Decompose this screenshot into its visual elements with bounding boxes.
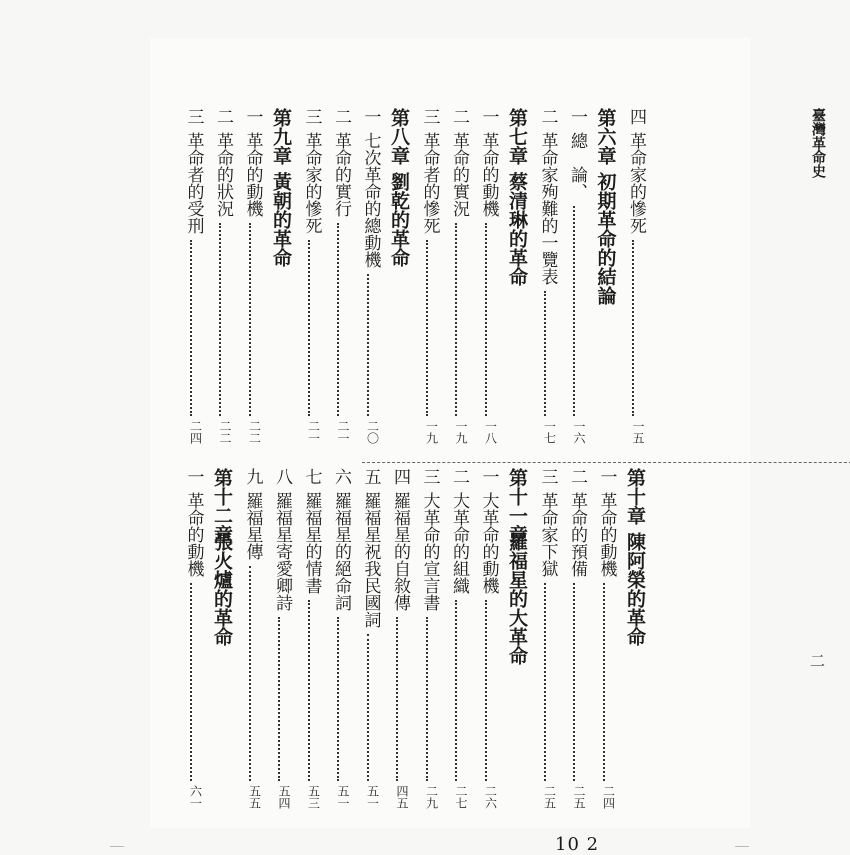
page (150, 38, 826, 855)
toc-chapter-heading (268, 108, 290, 453)
chapter-number: 第九章 (270, 108, 292, 165)
toc-entry (298, 468, 320, 818)
dot-leader (367, 274, 369, 416)
dot-leader (544, 291, 546, 416)
entry-number: 二 (567, 468, 587, 485)
page-reference: 二七 (454, 785, 468, 809)
entry-title: 羅福星寄愛卿詩 (272, 492, 292, 611)
page-reference: 四五 (395, 785, 409, 809)
dot-leader (426, 617, 428, 781)
dot-leader (278, 617, 280, 781)
toc-bottom-section (150, 468, 750, 818)
chapter-title: 陳阿榮的革命 (624, 532, 646, 646)
page-reference: 五一 (365, 785, 380, 809)
page-reference: 二四 (188, 420, 203, 444)
page-reference: 五四 (277, 785, 291, 809)
toc-entry (239, 108, 261, 453)
entry-title: 大革命的動機 (478, 492, 499, 594)
dot-leader (632, 240, 634, 416)
toc-chapter-heading (386, 108, 408, 453)
toc-entry (475, 108, 497, 453)
toc-entry (180, 108, 202, 453)
entry-title: 羅福星的自敘傳 (390, 492, 410, 611)
entry-number: 二 (449, 108, 469, 125)
page-number: 10 2 (555, 834, 600, 855)
crop-mark (735, 846, 749, 847)
entry-title: 革命的動機 (242, 132, 263, 217)
toc-entry (416, 468, 438, 818)
dot-leader (455, 600, 457, 781)
page-reference: 二一 (336, 420, 350, 444)
entry-number: 二 (537, 108, 558, 125)
toc-chapter-heading (622, 468, 644, 818)
entry-number: 三 (183, 108, 204, 125)
entry-number: 一 (183, 468, 204, 485)
entry-number: 二 (449, 468, 469, 485)
entry-number: 五 (360, 468, 381, 485)
page-reference: 六一 (188, 785, 203, 809)
page-reference: 一六 (572, 420, 586, 444)
dot-leader (426, 240, 428, 416)
entry-title: 革命的預備 (567, 492, 587, 577)
chapter-title: 羅福星的大革命 (506, 532, 528, 665)
entry-number: 三 (419, 468, 440, 485)
toc-entry (563, 108, 585, 453)
dot-leader (308, 240, 310, 416)
dot-leader (603, 583, 605, 781)
toc-entry (593, 468, 615, 818)
chapter-number: 第七章 (506, 108, 528, 165)
crop-mark (110, 846, 124, 847)
entry-number: 三 (537, 468, 558, 485)
page-reference: 二四 (601, 785, 616, 809)
dot-leader (544, 583, 546, 781)
entry-title: 革命家下獄 (537, 492, 558, 577)
entry-title: 革命者的受刑 (183, 132, 204, 234)
toc-chapter-heading (593, 108, 615, 453)
page-reference: 一九 (424, 420, 439, 444)
dot-leader (396, 617, 398, 781)
dot-leader (573, 206, 575, 416)
chapter-number: 第十章 (624, 468, 646, 525)
entry-title: 羅福星的情書 (301, 492, 322, 594)
entry-number: 八 (272, 468, 292, 485)
entry-number: 一 (478, 108, 499, 125)
dot-leader (337, 223, 339, 416)
page-reference: 二二 (218, 420, 232, 444)
entry-title: 革命的動機 (596, 492, 617, 577)
chapter-number: 第八章 (388, 108, 410, 165)
page-reference: 二六 (483, 785, 498, 809)
entry-number: 四 (390, 468, 410, 485)
entry-title: 革命的動機 (183, 492, 204, 577)
dot-leader (367, 634, 369, 781)
toc-entry (357, 108, 379, 453)
section-divider (362, 462, 850, 463)
toc-entry (268, 468, 290, 818)
dot-leader (308, 600, 310, 781)
dot-leader (249, 566, 251, 781)
toc-entry (298, 108, 320, 453)
entry-number: 一 (360, 108, 381, 125)
page-reference: 一七 (542, 420, 557, 444)
entry-number: 三 (419, 108, 440, 125)
dot-leader (485, 600, 487, 781)
chapter-title: 劉乾的革命 (388, 172, 410, 267)
entry-title: 革命家的慘死 (301, 132, 322, 234)
toc-entry (534, 108, 556, 453)
entry-number: 二 (331, 108, 351, 125)
dot-leader (337, 617, 339, 781)
page-reference: 二一 (306, 420, 321, 444)
chapter-title: 初期革命的結論 (594, 172, 617, 305)
toc-entry (386, 468, 408, 818)
toc-entry (563, 468, 585, 818)
chapter-number: 第十二章 (211, 468, 233, 544)
running-title: 臺灣革命史 (810, 108, 826, 178)
entry-title: 羅福星的絕命詞 (331, 492, 351, 611)
page-marker: 二 (810, 652, 826, 670)
entry-title: 大革命的組織 (449, 492, 469, 594)
toc-entry (475, 468, 497, 818)
page-reference: 二九 (424, 785, 439, 809)
entry-title: 革命的實況 (449, 132, 469, 217)
entry-number: 一 (242, 108, 263, 125)
entry-number: 一 (567, 108, 587, 125)
page-reference: 五三 (306, 785, 321, 809)
toc-chapter-heading (209, 468, 231, 818)
dot-leader (455, 223, 457, 416)
page-reference: 二五 (572, 785, 586, 809)
entry-title: 革命的實行 (331, 132, 351, 217)
toc-entry (209, 108, 231, 453)
entry-title: 革命的狀況 (213, 132, 233, 217)
toc-entry (327, 468, 349, 818)
entry-number: 一 (596, 468, 617, 485)
chapter-title: 黃朝的革命 (270, 172, 292, 267)
entry-number: 九 (242, 468, 263, 485)
chapter-title: 張火爐的革命 (211, 532, 233, 646)
entry-title: 革命的動機 (478, 132, 499, 217)
entry-number: 三 (301, 108, 322, 125)
entry-number: 七 (301, 468, 322, 485)
chapter-title: 蔡清琳的革命 (506, 172, 528, 286)
toc-chapter-heading (504, 108, 526, 453)
toc-chapter-heading (504, 468, 526, 818)
toc-entry (622, 108, 644, 453)
dot-leader (219, 223, 221, 416)
dot-leader (190, 583, 192, 781)
toc-entry (180, 468, 202, 818)
entry-number: 四 (626, 108, 646, 125)
entry-title: 革命家殉難的一覽表 (537, 132, 558, 285)
toc-entry (327, 108, 349, 453)
page-reference: 五五 (247, 785, 262, 809)
dot-leader (249, 223, 251, 416)
entry-number: 二 (213, 108, 233, 125)
chapter-number: 第六章 (594, 108, 617, 165)
entry-title: 革命家的慘死 (626, 132, 646, 234)
toc-entry (416, 108, 438, 453)
page-reference: 一九 (454, 420, 468, 444)
page-reference: 一八 (483, 420, 498, 444)
entry-title: 總 論、 (567, 132, 587, 200)
entry-number: 六 (331, 468, 351, 485)
chapter-number: 第十一章 (506, 468, 528, 544)
dot-leader (190, 240, 192, 416)
toc-entry (445, 468, 467, 818)
toc-entry (239, 468, 261, 818)
entry-number: 一 (478, 468, 499, 485)
entry-title: 羅福星祝我民國詞 (360, 492, 381, 628)
toc-entry (445, 108, 467, 453)
entry-title: 大革命的宣言書 (419, 492, 440, 611)
page-reference: 二〇 (365, 420, 380, 444)
toc-entry (534, 468, 556, 818)
page-reference: 二二 (247, 420, 262, 444)
entry-title: 七次革命的總動機 (360, 132, 381, 268)
toc-top-section (150, 108, 750, 453)
page-reference: 五一 (336, 785, 350, 809)
entry-title: 革命者的慘死 (419, 132, 440, 234)
page-reference: 二五 (542, 785, 557, 809)
toc-entry (357, 468, 379, 818)
dot-leader (485, 223, 487, 416)
page-reference: 一五 (631, 420, 645, 444)
entry-title: 羅福星傳 (242, 492, 263, 560)
dot-leader (573, 583, 575, 781)
